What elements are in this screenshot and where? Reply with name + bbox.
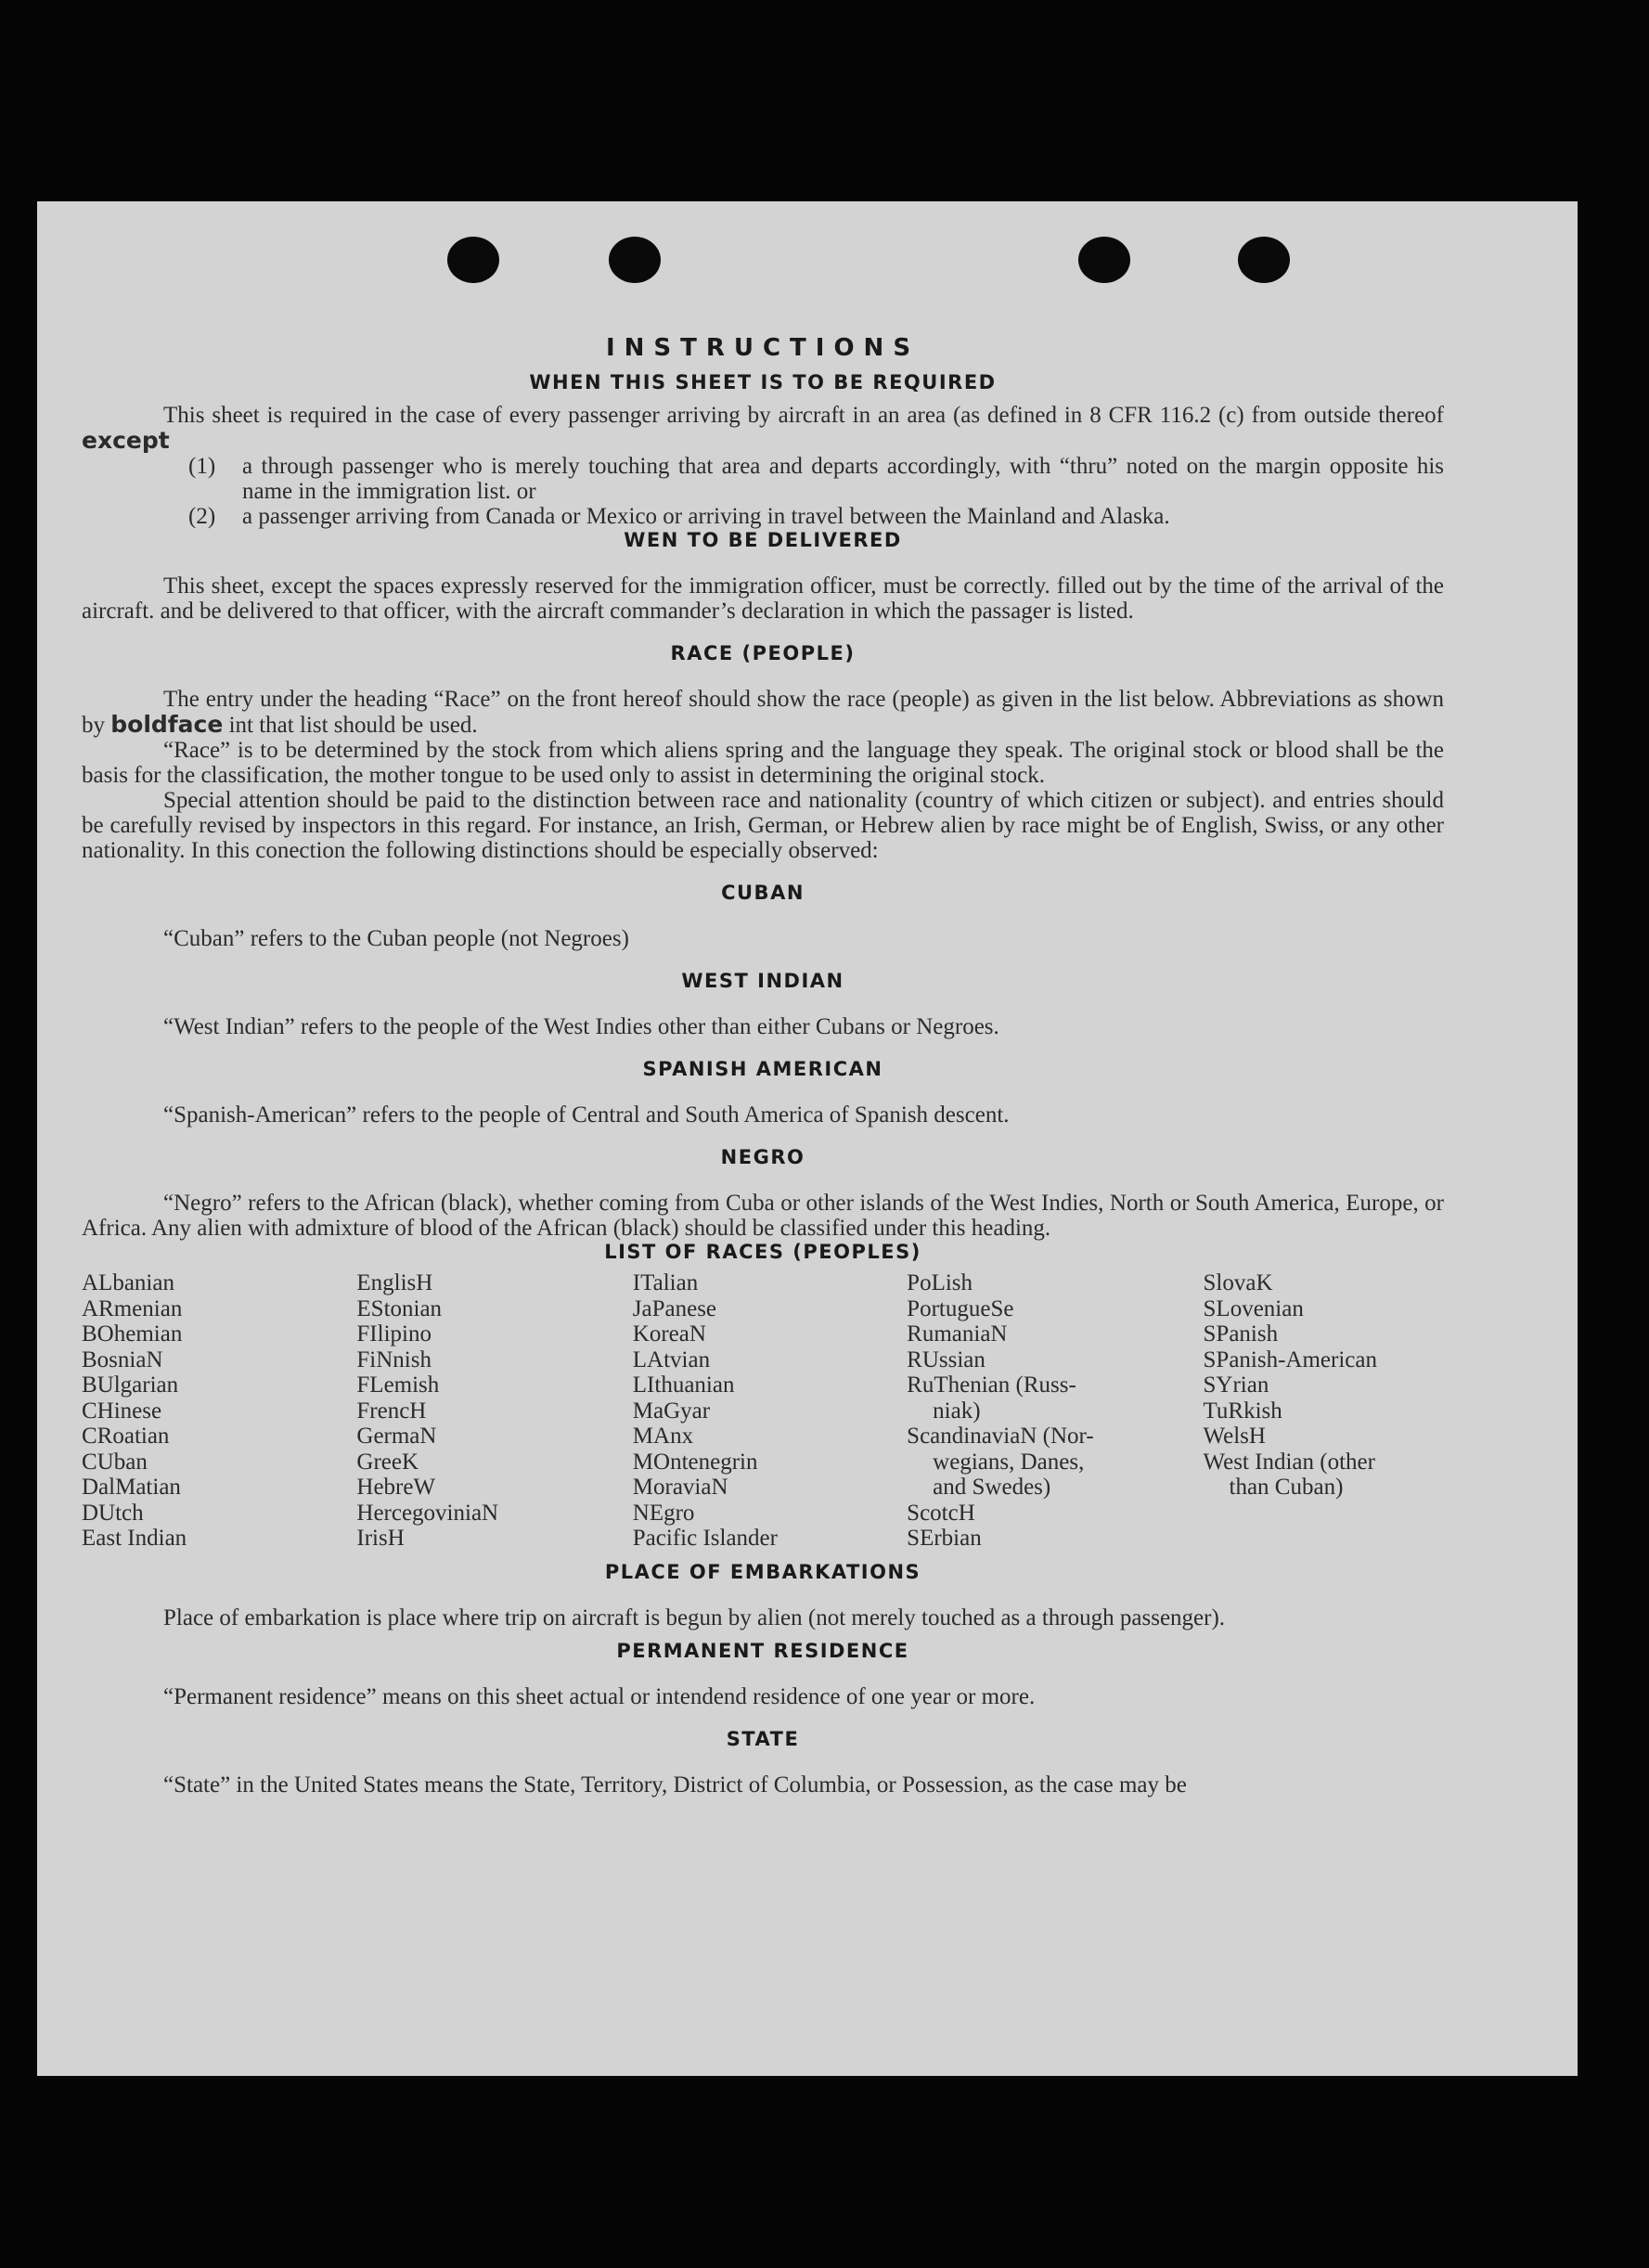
race-list-item: RuThenian (Russ- bbox=[907, 1372, 1076, 1398]
race-list-item: ScotcH bbox=[907, 1500, 975, 1526]
race-list-item: niak) bbox=[933, 1398, 981, 1424]
clause-1 bbox=[82, 454, 1444, 504]
race-paragraph-1 bbox=[82, 687, 1444, 738]
clause-number: (2) bbox=[188, 504, 216, 529]
race-p1-text-end: int that list should be used. bbox=[228, 713, 478, 738]
section-heading-state: STATE bbox=[726, 1727, 800, 1750]
race-list-item: than Cuban) bbox=[1229, 1475, 1344, 1500]
required-paragraph bbox=[82, 403, 1444, 454]
instructions-content bbox=[82, 334, 1444, 1798]
race-list-item: West Indian (other bbox=[1203, 1449, 1375, 1475]
spanish-american-paragraph: “Spanish-American” refers to the people of Central and South America of Spanish descent. bbox=[163, 1102, 1010, 1128]
clause-text: a through passenger who is merely touching that area and departs accordingly, with “thru” noted on the margin opposite his name in the immigration list. or bbox=[242, 454, 1444, 504]
race-list-item: CUban bbox=[82, 1449, 148, 1475]
section-heading-delivered: WEN TO BE DELIVERED bbox=[624, 529, 902, 551]
race-list-item: SLovenian bbox=[1203, 1295, 1304, 1321]
section-heading-race: RACE (PEOPLE) bbox=[670, 642, 856, 664]
races-column-5 bbox=[1204, 1270, 1444, 1552]
race-list-item: FrencH bbox=[356, 1398, 427, 1424]
page-title: INSTRUCTIONS bbox=[605, 334, 921, 362]
race-list-item: ScandinaviaN (Nor- bbox=[907, 1424, 1094, 1449]
race-list-item: HebreW bbox=[356, 1475, 436, 1500]
race-list-item: wegians, Danes, bbox=[933, 1449, 1085, 1475]
punch-hole bbox=[447, 237, 499, 283]
section-heading-cuban: CUBAN bbox=[721, 882, 805, 904]
race-list-item: PoLish bbox=[907, 1270, 973, 1295]
races-column-1 bbox=[82, 1270, 356, 1552]
race-list-item: DalMatian bbox=[82, 1475, 181, 1500]
section-heading-list: LIST OF RACES (PEOPLES) bbox=[604, 1241, 921, 1263]
section-heading-required: WHEN THIS SHEET IS TO BE REQUIRED bbox=[529, 371, 997, 393]
state-paragraph: “State” in the United States means the State, Territory, District of Columbia, or Possession, as the case may be bbox=[163, 1772, 1187, 1798]
section-heading-embarkation: PLACE OF EMBARKATIONS bbox=[604, 1560, 921, 1583]
race-list-item: CRoatian bbox=[82, 1424, 170, 1449]
race-list-item: GreeK bbox=[356, 1449, 419, 1475]
races-column-3 bbox=[633, 1270, 907, 1552]
race-list-item: FIlipino bbox=[356, 1321, 432, 1347]
except-keyword: except bbox=[82, 427, 170, 454]
race-list-item: HercegoviniaN bbox=[356, 1500, 499, 1526]
race-list-item: LAtvian bbox=[632, 1347, 711, 1372]
embarkation-paragraph: Place of embarkation is place where trip on aircraft is begun by alien (not merely touched as a through passenger). bbox=[163, 1604, 1226, 1630]
race-list-item: Pacific Islander bbox=[632, 1526, 778, 1551]
race-list-item: ARmenian bbox=[82, 1295, 183, 1321]
required-intro: This sheet is required in the case of every passenger arriving by aircraft in an area (as defined in 8 CFR 116.2 (c) from outside thereof bbox=[163, 403, 1444, 428]
race-list-item: DUtch bbox=[82, 1500, 144, 1526]
race-list-item: SErbian bbox=[907, 1526, 982, 1551]
race-list-item: GermaN bbox=[356, 1424, 437, 1449]
race-list-item: ALbanian bbox=[82, 1270, 174, 1295]
race-p1-text: The entry under the heading “Race” on the front hereof should show the race (people) as given in the list below. Abbreviations as shown by bbox=[82, 687, 1444, 738]
race-list-item: EStonian bbox=[356, 1295, 443, 1321]
races-list bbox=[82, 1270, 1444, 1552]
race-list-item: MAnx bbox=[632, 1424, 694, 1449]
race-list-item: KoreaN bbox=[632, 1321, 706, 1347]
races-column-4 bbox=[907, 1270, 1203, 1552]
race-list-item: MOntenegrin bbox=[632, 1449, 758, 1475]
clause-number: (1) bbox=[188, 454, 216, 479]
clause-text: a passenger arriving from Canada or Mexico or arriving in travel between the Mainland and Alaska. bbox=[242, 504, 1170, 529]
race-list-item: MoraviaN bbox=[632, 1475, 728, 1500]
race-list-item: TuRkish bbox=[1203, 1398, 1282, 1424]
punch-hole bbox=[1238, 237, 1290, 283]
race-list-item: ITalian bbox=[632, 1270, 699, 1295]
race-list-item: JaPanese bbox=[632, 1295, 717, 1321]
race-list-item: BosniaN bbox=[82, 1347, 163, 1372]
race-list-item: SYrian bbox=[1203, 1372, 1269, 1398]
race-list-item: and Swedes) bbox=[933, 1475, 1051, 1500]
boldface-keyword: boldface bbox=[110, 711, 224, 738]
section-heading-spanish-american: SPANISH AMERICAN bbox=[642, 1058, 883, 1080]
west-indian-paragraph: “West Indian” refers to the people of the West Indies other than either Cubans or Negroes. bbox=[163, 1014, 999, 1039]
race-list-item: BOhemian bbox=[82, 1321, 183, 1347]
race-list-item: FLemish bbox=[356, 1372, 440, 1398]
race-list-item: RumaniaN bbox=[907, 1321, 1008, 1347]
race-list-item: PortugueSe bbox=[907, 1295, 1014, 1321]
section-heading-negro: NEGRO bbox=[720, 1146, 805, 1168]
race-list-item: EnglisH bbox=[356, 1270, 433, 1295]
race-list-item: IrisH bbox=[356, 1526, 405, 1551]
section-heading-residence: PERMANENT RESIDENCE bbox=[616, 1639, 909, 1662]
punch-hole bbox=[1078, 237, 1130, 283]
residence-paragraph: “Permanent residence” means on this sheet actual or intendend residence of one year or more. bbox=[163, 1683, 1036, 1709]
race-list-item: WelsH bbox=[1203, 1424, 1266, 1449]
races-column-2 bbox=[356, 1270, 632, 1552]
race-list-item: BUlgarian bbox=[82, 1372, 179, 1398]
race-list-item: MaGyar bbox=[632, 1398, 711, 1424]
race-list-item: SlovaK bbox=[1203, 1270, 1273, 1295]
race-list-item: FiNnish bbox=[356, 1347, 432, 1372]
race-list-item: LIthuanian bbox=[632, 1372, 735, 1398]
negro-paragraph: “Negro” refers to the African (black), whether coming from Cuba or other islands of the West Indies, North or South America, Europe, or Africa. Any alien with admixture of blood of the African (black) should be classified under this heading. bbox=[82, 1191, 1444, 1241]
race-paragraph-3: Special attention should be paid to the distinction between race and nationality (country of which citizen or subject). and entries should be carefully revised by inspectors in this regard. For instance, an Irish, German, or Hebrew alien by race might be of English, Swiss, or any other nationality. In this conection the following distinctions should be especially observed: bbox=[82, 788, 1444, 863]
delivered-paragraph: This sheet, except the spaces expressly reserved for the immigration officer, must be correctly. filled out by the time of the arrival of the aircraft. and be delivered to that officer, with the aircraft commander’s declaration in which the passager is listed. bbox=[82, 573, 1444, 624]
race-list-item: SPanish bbox=[1203, 1321, 1279, 1347]
race-list-item: RUssian bbox=[907, 1347, 986, 1372]
cuban-paragraph: “Cuban” refers to the Cuban people (not Negroes) bbox=[163, 926, 629, 951]
race-list-item: SPanish-American bbox=[1203, 1347, 1377, 1372]
race-list-item: CHinese bbox=[82, 1398, 162, 1424]
race-paragraph-2: “Race” is to be determined by the stock from which aliens spring and the language they speak. The original stock or blood shall be the basis for the classification, the mother tongue to be used only to assist in determining the original stock. bbox=[82, 738, 1444, 788]
section-heading-west-indian: WEST INDIAN bbox=[681, 970, 844, 992]
punch-hole bbox=[609, 237, 661, 283]
race-list-item: NEgro bbox=[632, 1500, 695, 1526]
clause-2 bbox=[82, 504, 1444, 529]
race-list-item: East Indian bbox=[82, 1526, 187, 1551]
